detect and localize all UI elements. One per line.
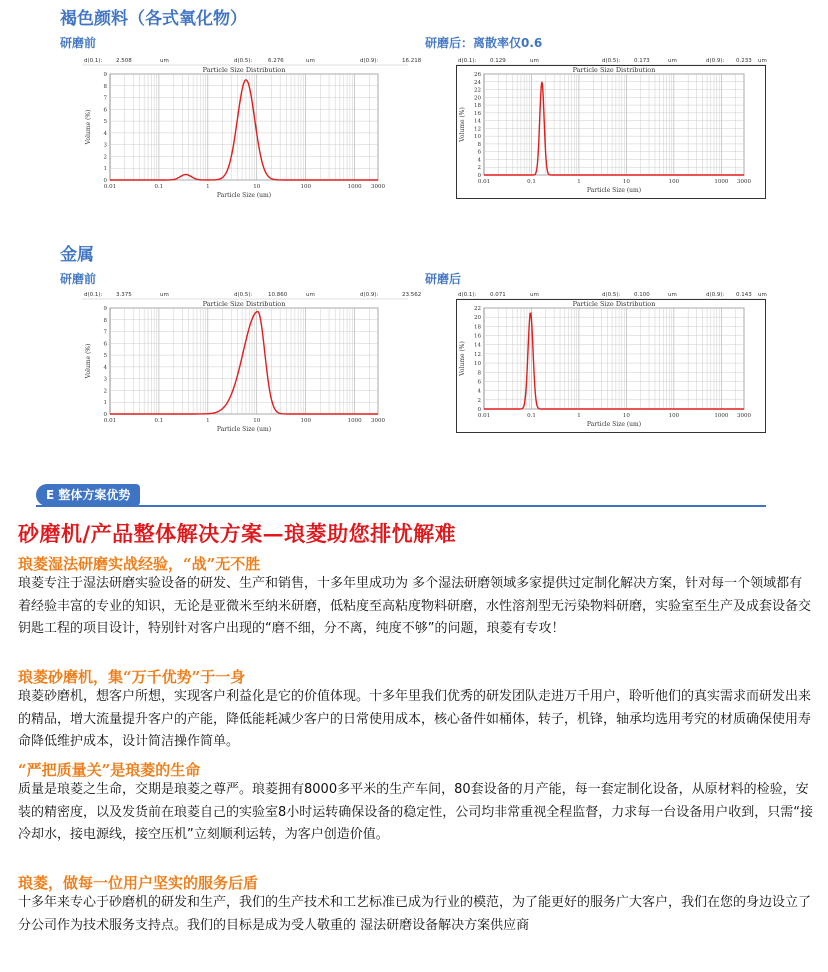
chart-svg [82, 54, 422, 204]
x-axis-label: Particle Size (um) [216, 192, 272, 199]
y-tick-label: 8 [477, 370, 481, 377]
stat-value: d(0.1): [84, 58, 103, 64]
stats-row [458, 58, 767, 64]
stat-value: 2.508 [116, 58, 132, 64]
y-tick-label: 2 [477, 397, 481, 404]
y-tick-label: 16 [474, 110, 481, 117]
x-tick-label: 0.1 [154, 418, 164, 424]
y-axis-label: Volume (%) [85, 109, 92, 145]
stats-row [84, 58, 422, 64]
y-tick-label: 20 [474, 315, 481, 322]
y-tick-label: 10 [474, 361, 481, 368]
psd-chart-metal-after [456, 288, 766, 433]
block-heading-experience: 琅菱湿法研磨实战经验，“战”无不胜 [18, 555, 261, 573]
x-tick-label: 10 [253, 418, 261, 424]
y-tick-label: 8 [103, 83, 107, 90]
block-heading-service: 琅菱，做每一位用户坚实的服务后盾 [18, 874, 259, 892]
stat-value: um [160, 292, 169, 298]
x-tick-label: 1 [206, 418, 210, 424]
stat-value: 0.100 [634, 292, 650, 298]
y-tick-label: 0 [477, 173, 481, 179]
block-text-quality: 质量是琅菱之生命，交期是琅菱之尊严。琅菱拥有8000多平米的生产车间，80套设备的月产能，每一套定制化设备，从原材料的检验，安装的精密度，以及发货前在琅菱自己的实验室8小时运转确保设备的稳定性，公司均非常重视全程监督，力求每一台设备用户收到，只需“接冷却水，接电源线，接空压机”立刻顺利运转，为客户创造价值。 [18, 782, 814, 842]
y-tick-label: 22 [474, 306, 481, 312]
chart-svg [456, 54, 766, 199]
y-tick-label: 2 [103, 154, 107, 161]
stat-value: um [530, 58, 539, 64]
x-tick-label: 1000 [714, 179, 729, 185]
y-tick-label: 4 [477, 388, 481, 395]
stat-value: 23.562 [402, 292, 422, 298]
y-tick-label: 18 [474, 103, 481, 110]
x-tick-label: 3000 [371, 418, 385, 424]
y-tick-label: 6 [477, 379, 481, 386]
y-tick-label: 14 [474, 342, 481, 349]
x-tick-label: 1 [577, 179, 581, 185]
y-tick-label: 2 [103, 388, 107, 395]
banner-divider [36, 505, 766, 507]
x-tick-label: 10 [622, 413, 630, 419]
y-tick-label: 12 [474, 126, 481, 133]
stat-value: d(0.1): [458, 58, 477, 64]
x-tick-label: 10 [622, 179, 630, 185]
main-title: 砂磨机/产品整体解决方案—琅菱助您排忧解难 [18, 521, 457, 546]
y-tick-label: 16 [474, 333, 481, 340]
y-tick-label: 6 [103, 107, 107, 114]
x-tick-label: 100 [300, 418, 311, 424]
stat-value: 16.218 [402, 58, 422, 64]
x-tick-label: 10 [253, 184, 261, 190]
x-tick-label: 1000 [714, 413, 729, 419]
stat-value: 3.375 [116, 292, 132, 298]
stat-value: 0.173 [634, 58, 650, 64]
y-tick-label: 9 [103, 306, 107, 312]
chart-title: Particle Size Distribution [572, 66, 656, 74]
y-tick-label: 1 [103, 166, 107, 173]
x-tick-label: 0.01 [477, 413, 491, 419]
block-text-service: 十多年来专心于砂磨机的研发和生产，我们的生产技术和工艺标准已成为行业的模范，为了能更好的服务广大客户，我们在您的身边设立了分公司作为技术服务支持点。我们的目标是成为受人敬重的 湿法研磨设备解决方案供应商 [18, 895, 812, 933]
y-tick-label: 8 [477, 141, 481, 148]
y-tick-label: 0 [103, 412, 107, 418]
stat-value: um [160, 58, 169, 64]
stat-value: 0.233 [736, 58, 752, 64]
y-tick-label: 20 [474, 95, 481, 102]
section-title-metal: 金属 [60, 245, 94, 265]
stat-value: um [668, 58, 677, 64]
x-tick-label: 100 [668, 413, 680, 419]
stat-value: 6.276 [268, 58, 284, 64]
stat-value: d(0.5): [602, 58, 621, 64]
y-tick-label: 24 [474, 79, 481, 86]
y-tick-label: 14 [474, 118, 481, 125]
stat-value: um [306, 58, 315, 64]
y-tick-label: 6 [477, 149, 481, 156]
stat-value: d(0.9): [706, 292, 725, 298]
y-axis-label: Volume (%) [85, 343, 92, 379]
x-tick-label: 0.01 [103, 418, 117, 424]
x-tick-label: 3000 [371, 184, 385, 190]
chart-svg [82, 288, 422, 438]
y-tick-label: 18 [474, 324, 481, 331]
plot-area [110, 308, 378, 414]
after-label-pigment: 研磨后：离散率仅0.6 [425, 36, 543, 50]
before-label-metal: 研磨前 [60, 272, 97, 286]
stat-value: 0.071 [490, 292, 506, 298]
y-tick-label: 3 [103, 142, 107, 149]
x-axis-label: Particle Size (um) [216, 426, 272, 433]
stat-value: d(0.1): [84, 292, 103, 298]
x-axis-label: Particle Size (um) [586, 421, 642, 428]
stat-value: um [668, 292, 677, 298]
chart-title: Particle Size Distribution [202, 300, 286, 308]
stat-value: 10.860 [268, 292, 288, 298]
stat-value: d(0.1): [458, 292, 477, 298]
y-tick-label: 6 [103, 341, 107, 348]
stat-value: 0.143 [736, 292, 752, 298]
banner-label: E 整体方案优势 [36, 484, 140, 506]
y-tick-label: 26 [474, 72, 481, 78]
x-tick-label: 0.1 [154, 184, 164, 190]
y-tick-label: 9 [103, 72, 107, 78]
psd-chart-pigment-before [82, 54, 422, 204]
stat-value: d(0.9): [360, 292, 379, 298]
x-tick-label: 0.01 [103, 184, 117, 190]
stat-value: 0.129 [490, 58, 506, 64]
block-text-advantages: 琅菱砂磨机，想客户所想，实现客户利益化是它的价值体现。十多年里我们优秀的研发团队走进万千用户，聆听他们的真实需求而研发出来的精品，增大流量提升客户的产能，降低能耗减少客户的日常使用成本，核心备件如桶体，转子，机锋，轴承均选用考究的材质确保使用寿命降低维护成本，设计简洁操作简单。 [18, 689, 812, 749]
y-tick-label: 4 [103, 130, 107, 137]
stat-value: d(0.9): [706, 58, 725, 64]
x-tick-label: 3000 [737, 413, 751, 419]
stat-value: um [758, 292, 767, 298]
y-tick-label: 7 [103, 329, 107, 336]
y-tick-label: 4 [477, 157, 481, 164]
y-tick-label: 7 [103, 95, 107, 102]
x-tick-label: 0.01 [477, 179, 491, 185]
x-tick-label: 1 [206, 184, 210, 190]
stat-value: um [306, 292, 315, 298]
section-title-pigment: 褐色颜料（各式氧化物） [60, 9, 247, 29]
stat-value: d(0.5): [234, 58, 253, 64]
chart-svg [456, 288, 766, 433]
y-tick-label: 10 [474, 134, 481, 141]
block-heading-advantages: 琅菱砂磨机，集“万千优势”于一身 [18, 668, 246, 686]
x-tick-label: 1000 [347, 184, 362, 190]
y-tick-label: 12 [474, 351, 481, 358]
x-tick-label: 0.1 [527, 413, 536, 419]
stat-value: d(0.9): [360, 58, 379, 64]
y-tick-label: 3 [103, 376, 107, 383]
plot-area [484, 74, 744, 175]
x-axis-label: Particle Size (um) [586, 187, 642, 194]
x-tick-label: 1000 [347, 418, 362, 424]
y-axis-label: Volume (%) [459, 107, 466, 142]
stat-value: d(0.5): [602, 292, 621, 298]
y-tick-label: 5 [103, 119, 107, 126]
block-heading-quality: “严把质量关”是琅菱的生命 [18, 761, 201, 779]
y-tick-label: 22 [474, 87, 481, 94]
y-tick-label: 0 [477, 407, 481, 413]
stats-row [458, 292, 767, 298]
plot-area [110, 74, 378, 180]
y-tick-label: 5 [103, 353, 107, 360]
stats-row [84, 292, 421, 298]
block-text-experience: 琅菱专注于湿法研磨实验设备的研发、生产和销售，十多年里成功为 多个湿法研磨领域多家提供过定制化解决方案，针对每一个领域都有着经验丰富的专业的知识，无论是亚微米至纳米研磨，低粘度至高粘度物料研磨，水性溶剂型无污染物料研磨，实验室至生产及成套设备交钥匙工程的项目设计，特别针对客户出现的“磨不细，分不离，纯度不够”的问题，琅菱有专攻！ [18, 576, 812, 636]
y-tick-label: 2 [477, 165, 481, 172]
x-tick-label: 100 [300, 184, 311, 190]
stat-value: um [758, 58, 767, 64]
psd-chart-pigment-after [456, 54, 766, 199]
y-tick-label: 1 [103, 400, 107, 407]
section-banner [36, 484, 766, 514]
stat-value: um [530, 292, 539, 298]
y-axis-label: Volume (%) [459, 341, 466, 376]
x-tick-label: 1 [577, 413, 581, 419]
psd-chart-metal-before [82, 288, 422, 438]
chart-title: Particle Size Distribution [572, 300, 656, 308]
stat-value: d(0.5): [234, 292, 253, 298]
before-label-pigment: 研磨前 [60, 36, 97, 50]
chart-title: Particle Size Distribution [202, 66, 286, 74]
after-label-metal: 研磨后 [425, 272, 462, 286]
x-tick-label: 3000 [737, 179, 751, 185]
y-tick-label: 0 [103, 178, 107, 184]
plot-area [484, 308, 744, 409]
x-tick-label: 0.1 [527, 179, 536, 185]
y-tick-label: 4 [103, 364, 107, 371]
y-tick-label: 8 [103, 317, 107, 324]
x-tick-label: 100 [668, 179, 680, 185]
